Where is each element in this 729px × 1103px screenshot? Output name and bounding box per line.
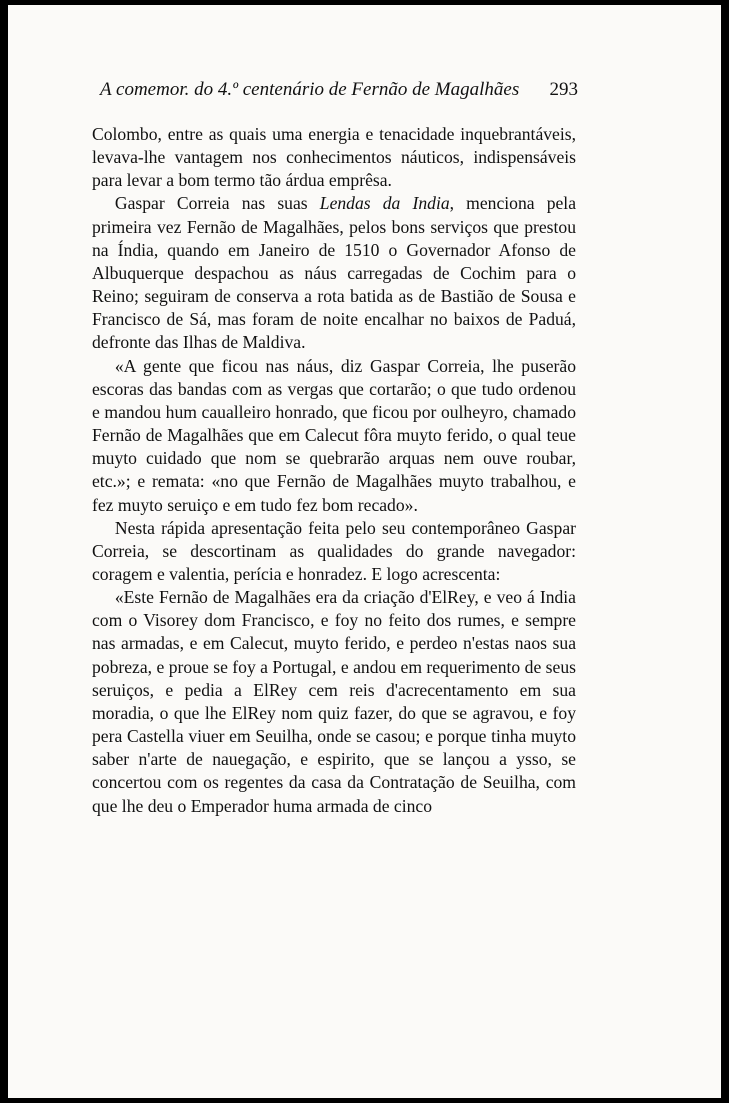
running-title: A comemor. do 4.º centenário de Fernão de Magalhães	[100, 79, 520, 100]
paragraph-text-end: , menciona pela primeira vez Fernão de Magalhães, pelos bons serviços que prestou na Índia, quando em Janeiro de 1510 o Governador Afonso de Albuquerque despachou as náus carregadas de Cochim para o Reino; seguiram de conserva a rota batida as de Bastião de Sousa e Francisco de Sá, mas foram de noite encalhar no baixos de Paduá, defronte das Ilhas de Maldiva.	[92, 193, 576, 353]
book-title-lendas: Lendas da India	[319, 193, 450, 214]
paragraph	[92, 192, 576, 354]
paragraph-text-start: Gaspar Correia nas suas	[114, 193, 320, 214]
paragraph: Nesta rápida apresentação feita pelo seu contemporâneo Gaspar Correia, se descortinam as qualidades do grande navegador: coragem e valentia, perícia e honradez. E logo acrescenta:	[92, 517, 576, 584]
body-text	[92, 123, 576, 818]
running-header	[100, 79, 578, 101]
paragraph: Colombo, entre as quais uma energia e tenacidade inquebrantáveis, levava-lhe vantagem nos conhecimentos náuticos, indispensáveis para levar a bom termo tão árdua emprêsa.	[92, 124, 576, 191]
paragraph: «A gente que ficou nas náus, diz Gaspar Correia, lhe puserão escoras das bandas com as vergas que cortarão; o que tudo ordenou e mandou hum caualleiro honrado, que ficou por oulheyro, chamado Fernão de Magalhães que em Calecut fôra muyto ferido, o qual teue muyto cuidado que nom se quebrarão arquas nem ouve roubar, etc.»; e remata: «no que Fernão de Magalhães muyto trabalhou, e fez muyto seruiço e em tudo fez bom recado».	[92, 355, 576, 515]
page-number: 293	[549, 79, 578, 100]
book-page	[8, 5, 721, 1098]
paragraph: «Este Fernão de Magalhães era da criação d'ElRey, e veo á India com o Visorey dom Francisco, e foy no feito dos rumes, e sempre nas armadas, e em Calecut, muyto ferido, e perdeo n'estas naos sua pobreza, e proue se foy a Portugal, e andou em requerimento de seus seruiços, e pedia a ElRey cem reis d'acrecentamento em sua moradia, o que lhe ElRey nom quiz fazer, do que se agravou, e foy pera Castella viuer em Seuilha, onde se casou; e porque tinha muyto saber n'arte de nauegação, e espirito, que se lançou a ysso, se concertou com os regentes da casa da Contratação de Seuilha, com que lhe deu o Emperador huma armada de cinco	[92, 587, 576, 816]
